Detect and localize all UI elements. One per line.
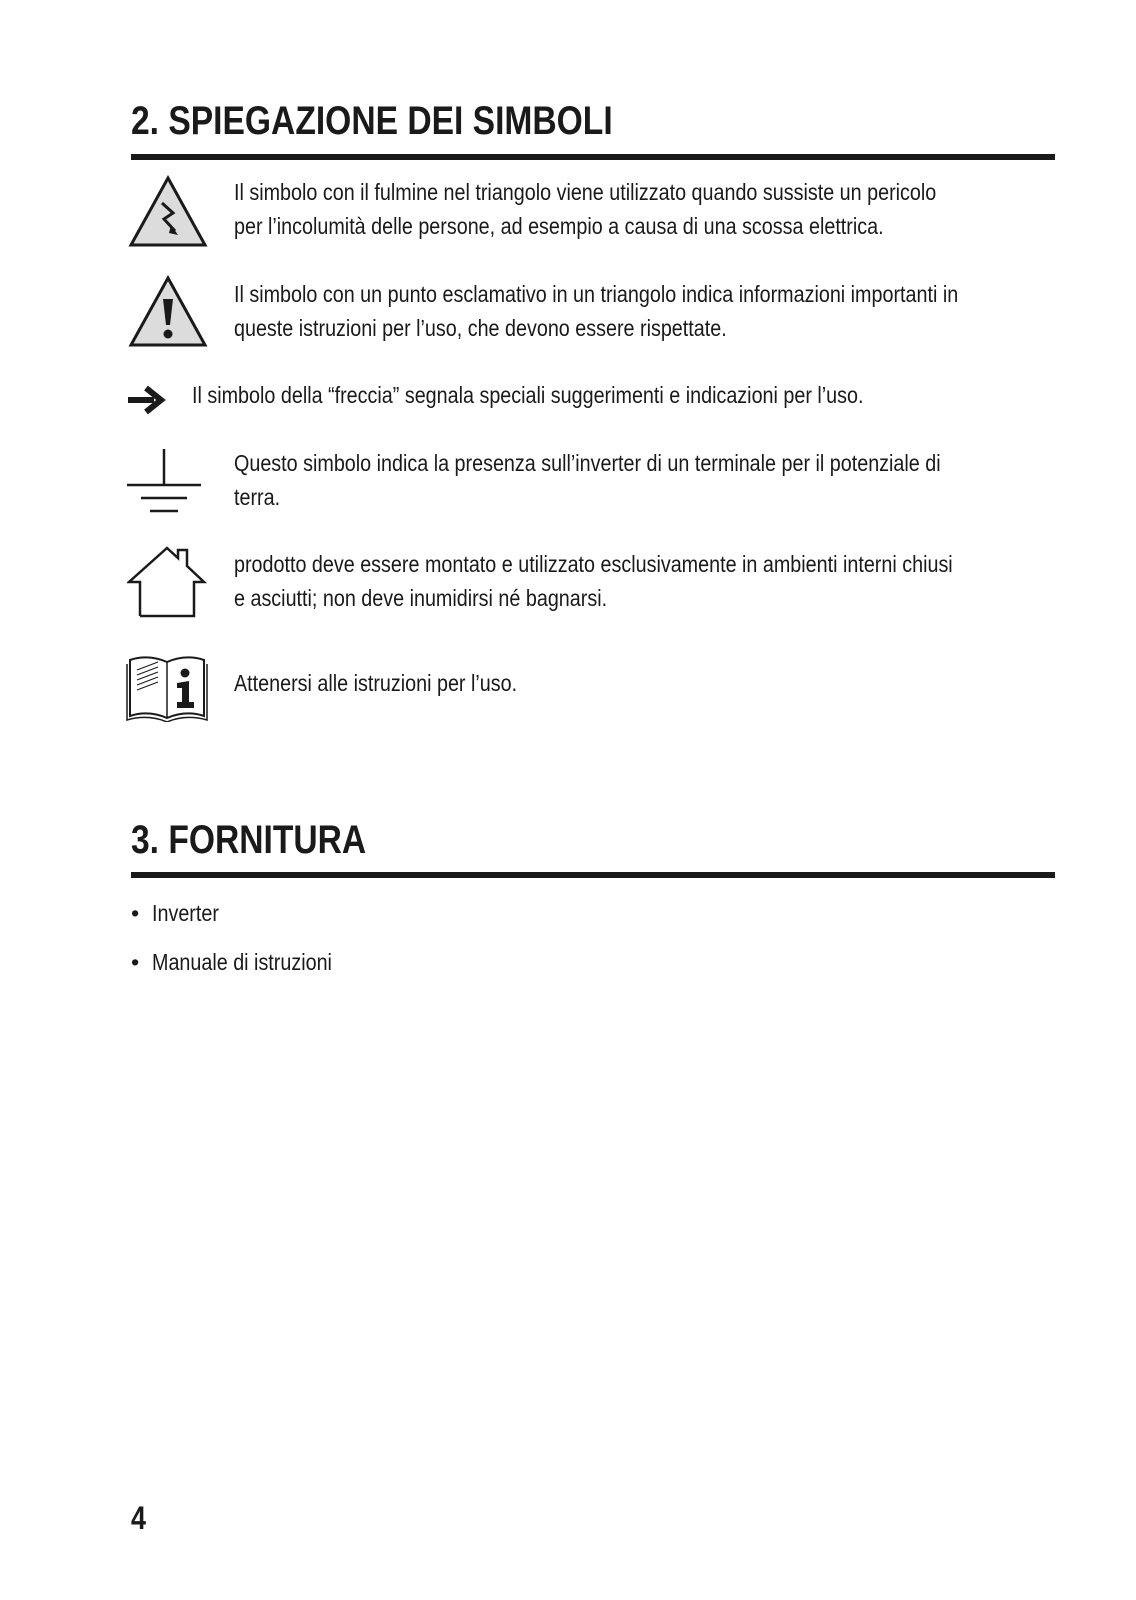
ground-terminal-icon: [126, 447, 202, 520]
high-voltage-warning-icon: [128, 175, 208, 254]
exclamation-warning-icon: [128, 275, 208, 354]
page-number: 4: [131, 1500, 146, 1536]
symbol-description-arrow: Il simbolo della “freccia” segnala speciali suggerimenti e indicazioni per l’uso.: [192, 382, 864, 408]
bullet-icon: •: [131, 900, 140, 926]
arrow-right-icon: [128, 385, 166, 420]
symbol-description-manual: Attenersi alle istruzioni per l’uso.: [234, 670, 518, 696]
symbol-description-indoor: prodotto deve essere montato e utilizzato esclusivamente in ambienti interni chiusi e asciutti; non deve inumidirsi né bagnarsi.: [234, 551, 953, 611]
manual-info-icon: [126, 648, 208, 727]
symbol-description-ground: Questo simbolo indica la presenza sull’inverter di un terminale per il potenziale di terra.: [234, 450, 941, 510]
section-heading-symbols: 2. SPIEGAZIONE DEI SIMBOLI: [131, 99, 613, 143]
heading-rule: [131, 154, 1055, 160]
section-heading-delivery: 3. FORNITURA: [131, 818, 367, 862]
symbol-description-exclamation: Il simbolo con un punto esclamativo in un triangolo indica informazioni importanti in queste istruzioni per l’uso, che devono essere rispettate.: [234, 281, 959, 341]
symbol-description-high-voltage: Il simbolo con il fulmine nel triangolo viene utilizzato quando sussiste un pericolo per l’incolumità delle persone, ad esempio a causa di una scossa elettrica.: [234, 179, 937, 239]
indoor-house-icon: [127, 545, 207, 624]
bullet-icon: •: [131, 949, 140, 975]
heading-rule: [131, 872, 1055, 878]
